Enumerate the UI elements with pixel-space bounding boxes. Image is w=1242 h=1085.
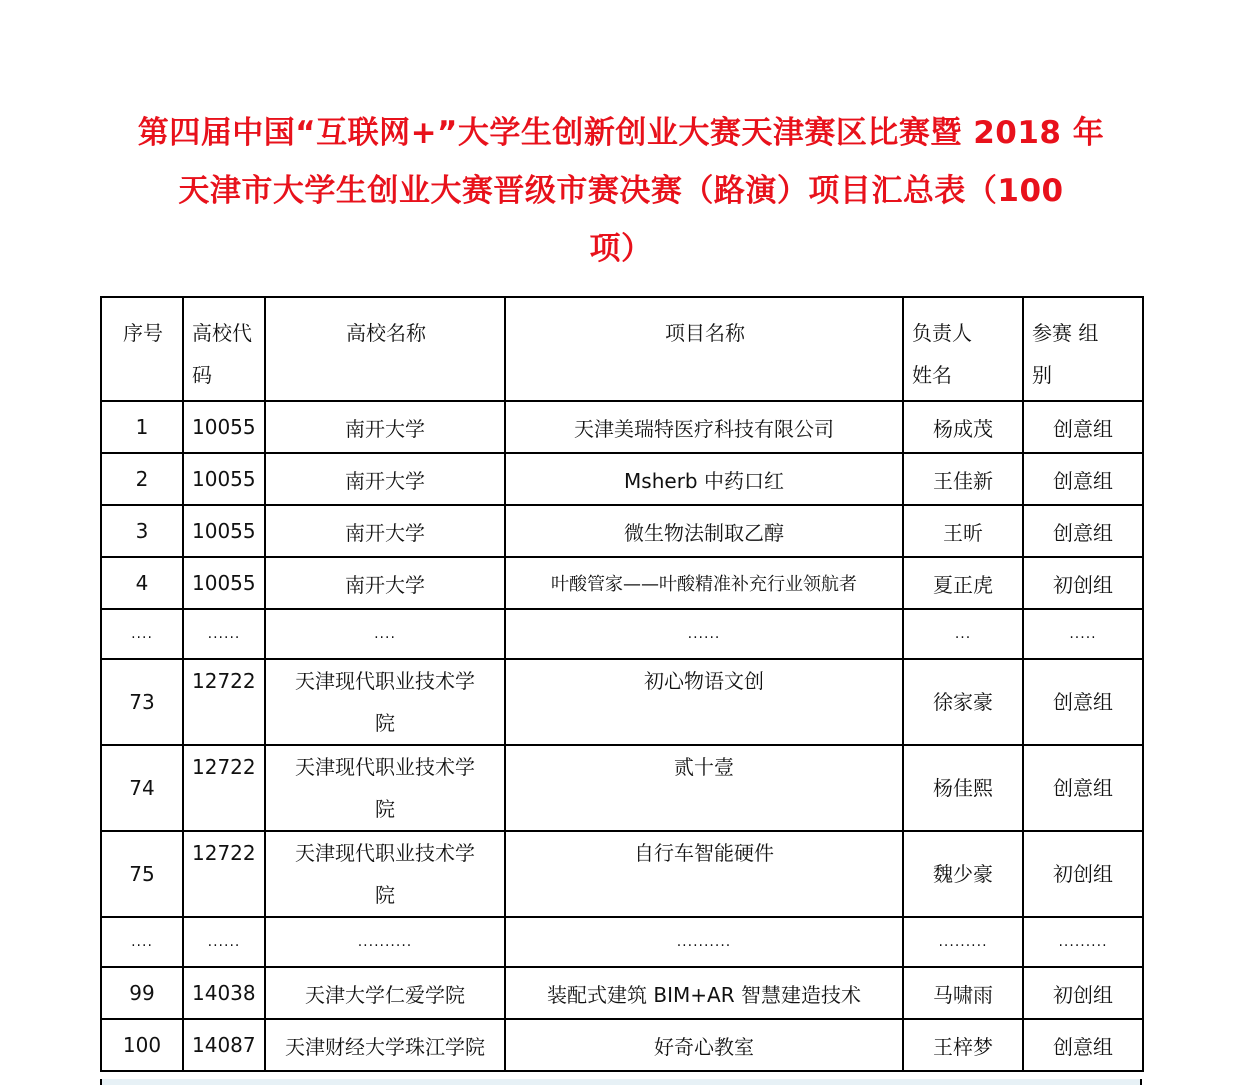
table-row bbox=[101, 659, 1143, 745]
table-row bbox=[101, 1019, 1143, 1071]
cell-school: 南开大学 bbox=[265, 401, 505, 453]
cell-school: .... bbox=[265, 609, 505, 659]
cell-project: .......... bbox=[505, 917, 903, 967]
cell-code: 12722 bbox=[183, 659, 265, 745]
cell-no: 75 bbox=[101, 831, 183, 917]
cell-project: 初心物语文创 bbox=[505, 659, 903, 745]
cell-no: 74 bbox=[101, 745, 183, 831]
cell-school: 南开大学 bbox=[265, 557, 505, 609]
cell-code: 10055 bbox=[183, 505, 265, 557]
cell-leader: 马啸雨 bbox=[903, 967, 1023, 1019]
cell-school: .......... bbox=[265, 917, 505, 967]
table-row bbox=[101, 967, 1143, 1019]
cell-leader: 王佳新 bbox=[903, 453, 1023, 505]
cell-group: 创意组 bbox=[1023, 1019, 1143, 1071]
cell-group: ..... bbox=[1023, 609, 1143, 659]
cell-leader: 杨佳熙 bbox=[903, 745, 1023, 831]
cell-leader: 王梓梦 bbox=[903, 1019, 1023, 1071]
cell-school: 南开大学 bbox=[265, 453, 505, 505]
header-school-code: 高校代 码 bbox=[183, 297, 265, 401]
project-summary-table bbox=[100, 296, 1144, 1072]
cell-no: 100 bbox=[101, 1019, 183, 1071]
table-row bbox=[101, 505, 1143, 557]
cell-leader: 杨成茂 bbox=[903, 401, 1023, 453]
cell-code: 12722 bbox=[183, 745, 265, 831]
cell-group: 创意组 bbox=[1023, 745, 1143, 831]
cell-no: .... bbox=[101, 609, 183, 659]
table-header-row bbox=[101, 297, 1143, 401]
cell-leader: 王昕 bbox=[903, 505, 1023, 557]
cell-group: 初创组 bbox=[1023, 831, 1143, 917]
cell-code: 10055 bbox=[183, 557, 265, 609]
cell-project: 天津美瑞特医疗科技有限公司 bbox=[505, 401, 903, 453]
header-no: 序号 bbox=[101, 297, 183, 401]
cell-leader: ... bbox=[903, 609, 1023, 659]
cell-school: 天津现代职业技术学 院 bbox=[265, 831, 505, 917]
cell-school: 天津财经大学珠江学院 bbox=[265, 1019, 505, 1071]
cell-school: 南开大学 bbox=[265, 505, 505, 557]
title-line-3: 项） bbox=[589, 231, 653, 267]
table-row-ellipsis bbox=[101, 609, 1143, 659]
cell-group: 创意组 bbox=[1023, 401, 1143, 453]
cell-group: 初创组 bbox=[1023, 967, 1143, 1019]
header-leader: 负责人 姓名 bbox=[903, 297, 1023, 401]
cell-group: 初创组 bbox=[1023, 557, 1143, 609]
table-row-ellipsis bbox=[101, 917, 1143, 967]
cell-no: .... bbox=[101, 917, 183, 967]
cell-no: 99 bbox=[101, 967, 183, 1019]
table-row bbox=[101, 401, 1143, 453]
cell-no: 1 bbox=[101, 401, 183, 453]
table-continuation-strip bbox=[100, 1079, 1142, 1085]
cell-leader: 徐家豪 bbox=[903, 659, 1023, 745]
table-row bbox=[101, 745, 1143, 831]
table-row bbox=[101, 557, 1143, 609]
cell-project: 好奇心教室 bbox=[505, 1019, 903, 1071]
cell-code: ...... bbox=[183, 609, 265, 659]
table-row bbox=[101, 831, 1143, 917]
cell-no: 73 bbox=[101, 659, 183, 745]
cell-school: 天津现代职业技术学 院 bbox=[265, 745, 505, 831]
cell-group: 创意组 bbox=[1023, 659, 1143, 745]
cell-code: 12722 bbox=[183, 831, 265, 917]
header-project-name: 项目名称 bbox=[505, 297, 903, 401]
cell-code: 10055 bbox=[183, 453, 265, 505]
cell-leader: 夏正虎 bbox=[903, 557, 1023, 609]
cell-school: 天津现代职业技术学 院 bbox=[265, 659, 505, 745]
cell-code: 14038 bbox=[183, 967, 265, 1019]
cell-project: Msherb 中药口红 bbox=[505, 453, 903, 505]
cell-leader: ......... bbox=[903, 917, 1023, 967]
cell-school: 天津大学仁爱学院 bbox=[265, 967, 505, 1019]
cell-project: 贰十壹 bbox=[505, 745, 903, 831]
cell-leader: 魏少豪 bbox=[903, 831, 1023, 917]
cell-project: 装配式建筑 BIM+AR 智慧建造技术 bbox=[505, 967, 903, 1019]
title-line-2: 天津市大学生创业大赛晋级市赛决赛（路演）项目汇总表（100 bbox=[178, 173, 1064, 209]
table-row bbox=[101, 453, 1143, 505]
cell-code: ...... bbox=[183, 917, 265, 967]
document-title bbox=[100, 104, 1142, 278]
cell-group: 创意组 bbox=[1023, 453, 1143, 505]
cell-group: ......... bbox=[1023, 917, 1143, 967]
cell-project: 自行车智能硬件 bbox=[505, 831, 903, 917]
cell-no: 3 bbox=[101, 505, 183, 557]
cell-group: 创意组 bbox=[1023, 505, 1143, 557]
cell-project: ...... bbox=[505, 609, 903, 659]
title-line-1: 第四届中国“互联网+”大学生创新创业大赛天津赛区比赛暨 2018 年 bbox=[137, 115, 1105, 151]
cell-code: 14087 bbox=[183, 1019, 265, 1071]
cell-project: 微生物法制取乙醇 bbox=[505, 505, 903, 557]
cell-no: 2 bbox=[101, 453, 183, 505]
cell-no: 4 bbox=[101, 557, 183, 609]
cell-project: 叶酸管家——叶酸精准补充行业领航者 bbox=[505, 557, 903, 609]
cell-code: 10055 bbox=[183, 401, 265, 453]
header-group: 参赛 组 别 bbox=[1023, 297, 1143, 401]
header-school-name: 高校名称 bbox=[265, 297, 505, 401]
